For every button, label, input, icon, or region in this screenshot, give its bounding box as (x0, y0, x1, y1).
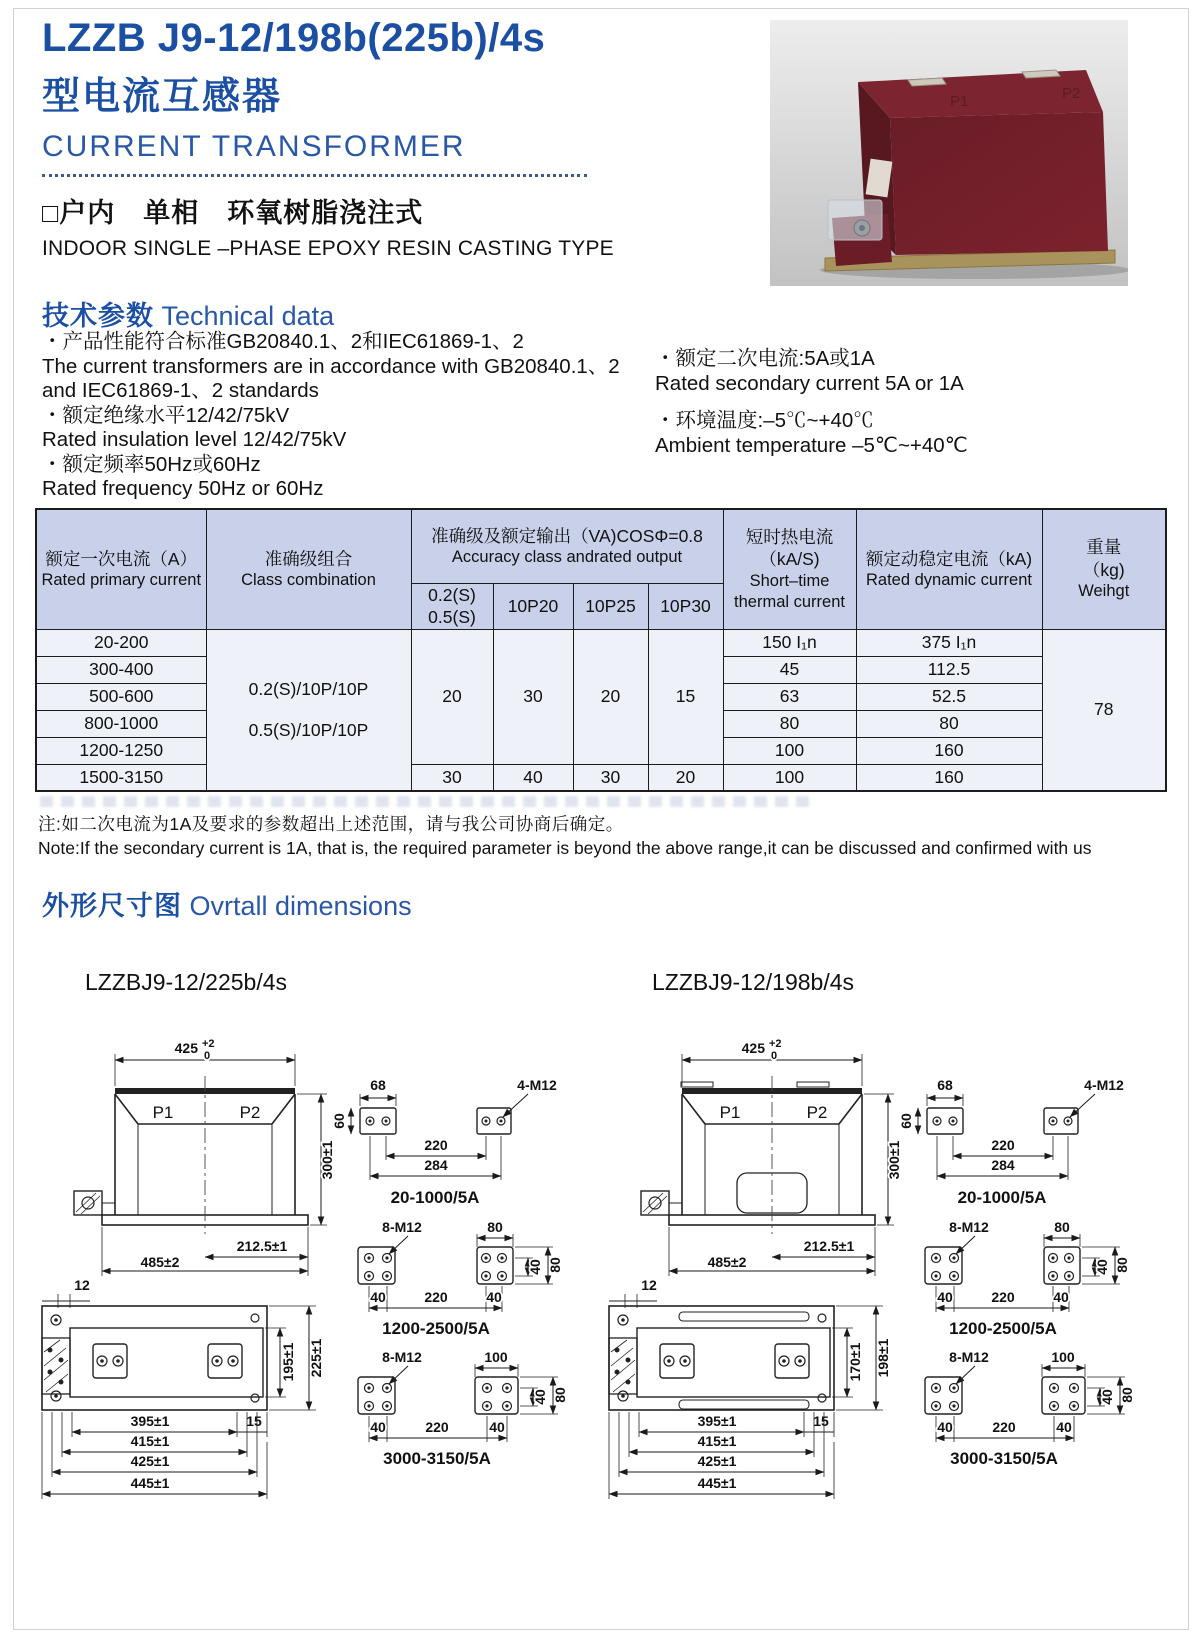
terminal-p2-label: P2 (239, 1103, 261, 1122)
header-text: 0.2(S) (428, 584, 476, 605)
dim-hole-outer-span: 284 (991, 1157, 1015, 1173)
dim-hole-inner-span: 220 (992, 1419, 1016, 1435)
table-row (36, 629, 1166, 656)
dim-top-tol-plus: +2 (202, 1038, 215, 1050)
header-text-en: thermal current (734, 592, 845, 611)
dim-hole-pitch-h: 40 (937, 1289, 953, 1305)
cell-thermal: 100 (723, 764, 856, 791)
col-header-accuracy (411, 509, 723, 583)
faint-watermark-strip (40, 796, 815, 807)
dim-hole-inner-span: 220 (425, 1419, 449, 1435)
sub-header-10p25: 10P25 (573, 583, 648, 629)
bolt-spec-label: 8-M12 (949, 1219, 989, 1235)
dim-bottom-1: 395±1 (697, 1413, 737, 1429)
product-title-en: CURRENT TRANSFORMER (42, 130, 466, 163)
header-text-cn: 短时热电流 (745, 526, 834, 547)
header-text-en: Weihgt (1078, 582, 1130, 601)
photo-terminal-p2-label: P2 (1062, 85, 1081, 102)
dim-pad-height: 80 (1114, 1257, 1130, 1273)
mount-pattern-20-1000 (898, 1077, 1124, 1207)
dim-pad-height: 80 (552, 1387, 568, 1403)
header-text-unit: （kA/S) (759, 549, 820, 570)
spec-item-en: The current transformers are in accordance with GB20840.1、2 and IEC61869-1、2 standards (42, 354, 620, 402)
dim-bottom-2: 415±1 (130, 1433, 170, 1449)
dim-pad-height: 80 (1119, 1387, 1135, 1403)
table-row (36, 764, 1166, 791)
dimensions-heading-cn: 外形尺寸图 (42, 891, 182, 921)
technical-list-right (655, 347, 1180, 471)
dim-top-tol-zero: 0 (771, 1050, 778, 1062)
col-header-weight (1042, 509, 1166, 629)
product-title-cn: 型电流互感器 (42, 76, 283, 118)
dim-hole-pitch-v: 40 (1094, 1259, 1110, 1275)
bolt-spec-label: 4-M12 (1084, 1077, 1124, 1093)
dimension-drawing-198b (597, 960, 1162, 1508)
bolt-spec-label: 8-M12 (382, 1219, 422, 1235)
note-en: Note:If the secondary current is 1A, that is, the required parameter is beyond the above range,it can be discussed and confirmed with us (38, 838, 1092, 858)
header-text-cn: 重量 (1086, 537, 1122, 558)
spec-item-en: Rated secondary current 5A or 1A (655, 371, 964, 395)
header-text-cn: 准确级及额定输出（VA)COSΦ=0.8 (431, 525, 703, 546)
cell-accuracy-output: 30 (573, 764, 648, 791)
bolt-spec-label: 4-M12 (517, 1077, 557, 1093)
cell-range: 500-600 (36, 683, 206, 710)
spec-item (42, 330, 654, 404)
dim-pad-width: 68 (370, 1077, 386, 1093)
dim-offset: 12 (74, 1277, 90, 1293)
photo-terminal-p1-label: P1 (950, 93, 969, 110)
cell-accuracy-output: 20 (411, 629, 493, 764)
cell-thermal: 100 (723, 737, 856, 764)
mount-caption: 20-1000/5A (957, 1188, 1047, 1207)
header-text-cn: 准确级组合 (264, 548, 353, 569)
front-view (74, 1038, 335, 1276)
mount-pattern-1200-2500 (925, 1219, 1130, 1338)
dim-plan-inner-height: 170±1 (847, 1342, 863, 1382)
header-text-en: Short–time (749, 571, 830, 590)
col-header-thermal-current (723, 509, 856, 629)
header-text-en: Accuracy class andrated output (451, 547, 683, 566)
spec-table (35, 508, 1167, 792)
drawing-title: LZZBJ9-12/225b/4s (85, 969, 288, 995)
table-note (38, 812, 1168, 860)
dimensions-heading (42, 884, 412, 923)
header-text-en: Class combination (241, 570, 376, 589)
sub-header-10p20: 10P20 (493, 583, 573, 629)
product-subtitle-en: INDOOR SINGLE –PHASE EPOXY RESIN CASTING TYPE (42, 237, 614, 260)
dim-pad-top-width: 100 (484, 1349, 508, 1365)
mount-caption: 20-1000/5A (390, 1188, 480, 1207)
spec-item-en: Rated insulation level 12/42/75kV (42, 428, 347, 451)
spec-item-cn: ・环境温度:–5℃~+40℃ (655, 409, 874, 432)
spec-item-en: Ambient temperature –5℃~+40℃ (655, 433, 968, 457)
cell-accuracy-output: 15 (648, 629, 723, 764)
spec-item-en: Rated frequency 50Hz or 60Hz (42, 477, 324, 500)
spec-item (42, 453, 654, 502)
dim-top-tol-plus: +2 (769, 1038, 782, 1050)
technical-list-left (42, 330, 654, 502)
header-text-en: Rated primary current (41, 570, 202, 589)
dim-hole-pitch-v: 40 (532, 1389, 548, 1405)
cell-thermal: 45 (723, 656, 856, 683)
cell-range: 1500-3150 (36, 764, 206, 791)
spec-item-cn: ・额定频率50Hz或60Hz (42, 452, 261, 476)
col-header-primary-current (36, 509, 206, 629)
class-combo-2: 0.5(S)/10P/10P (248, 719, 369, 740)
dim-bottom-3: 425±1 (130, 1453, 170, 1469)
dim-hole-pitch-h: 40 (1053, 1289, 1069, 1305)
cell-accuracy-output: 30 (493, 629, 573, 764)
plan-view (609, 1277, 891, 1499)
header-text-en: Rated dynamic current (866, 570, 1032, 589)
dim-hole-pitch-h: 40 (937, 1419, 953, 1435)
col-header-class-combination (206, 509, 411, 629)
dim-offset: 12 (641, 1277, 657, 1293)
mount-caption: 3000-3150/5A (383, 1449, 491, 1468)
dim-pad-top-width: 80 (487, 1219, 503, 1235)
dim-bottom-4: 445±1 (697, 1475, 737, 1491)
plan-view (42, 1277, 324, 1499)
terminal-p1-label: P1 (719, 1103, 741, 1122)
cell-accuracy-output: 20 (573, 629, 648, 764)
dim-pad-height: 80 (547, 1257, 563, 1273)
dim-pad-height: 60 (331, 1113, 347, 1129)
dim-hole-pitch-v: 40 (1099, 1389, 1115, 1405)
class-combo-1: 0.2(S)/10P/10P (248, 678, 369, 699)
bolt-spec-label: 8-M12 (382, 1349, 422, 1365)
header (42, 16, 752, 261)
dim-bottom-3: 425±1 (697, 1453, 737, 1469)
mount-pattern-20-1000 (331, 1077, 557, 1207)
cell-accuracy-output: 30 (411, 764, 493, 791)
product-photo-image (770, 20, 1128, 286)
dim-height: 300±1 (319, 1140, 335, 1180)
cell-thermal: 63 (723, 683, 856, 710)
mount-caption: 1200-2500/5A (949, 1319, 1057, 1338)
cell-accuracy-output: 20 (648, 764, 723, 791)
cell-dynamic: 160 (856, 764, 1042, 791)
dim-hole-inner-span: 220 (424, 1289, 448, 1305)
cell-range: 1200-1250 (36, 737, 206, 764)
mount-pattern-3000-3150 (358, 1349, 568, 1468)
cell-accuracy-output: 40 (493, 764, 573, 791)
dim-hole-pitch-v: 40 (527, 1259, 543, 1275)
cell-range: 300-400 (36, 656, 206, 683)
sub-header-10p30: 10P30 (648, 583, 723, 629)
dimensions-heading-en: Ovrtall dimensions (189, 891, 412, 921)
terminal-p1-label: P1 (152, 1103, 174, 1122)
cell-range: 800-1000 (36, 710, 206, 737)
dim-hole-pitch-h: 40 (370, 1419, 386, 1435)
cell-dynamic: 52.5 (856, 683, 1042, 710)
spec-item (655, 347, 1180, 396)
dim-base-width: 485±2 (707, 1254, 747, 1270)
spec-item (42, 404, 654, 453)
dim-top-width: 425 (741, 1040, 765, 1056)
sub-header-accuracy-class (411, 583, 493, 629)
dim-pad-width: 68 (937, 1077, 953, 1093)
dimension-drawing-225b (30, 960, 595, 1508)
dim-hole-pitch-h: 40 (489, 1419, 505, 1435)
cell-thermal: 80 (723, 710, 856, 737)
cell-range: 20-200 (36, 629, 206, 656)
terminal-p2-label: P2 (806, 1103, 828, 1122)
dim-hole-outer-span: 284 (424, 1157, 448, 1173)
dim-hole-inner-span: 220 (991, 1137, 1015, 1153)
technical-heading-en: Technical data (161, 301, 335, 331)
cell-dynamic: 112.5 (856, 656, 1042, 683)
product-subtitle-cn: □户内 单相 环氧树脂浇注式 (42, 198, 424, 228)
bolt-spec-label: 8-M12 (949, 1349, 989, 1365)
cell-dynamic: 80 (856, 710, 1042, 737)
dim-top-width: 425 (174, 1040, 198, 1056)
cell-weight: 78 (1042, 629, 1166, 791)
cell-dynamic: 375 I₁n (856, 629, 1042, 656)
spec-item-cn: ・产品性能符合标准GB20840.1、2和IEC61869-1、2 (42, 330, 524, 353)
dim-bottom-2: 415±1 (697, 1433, 737, 1449)
dim-plan-outer-height: 225±1 (308, 1338, 324, 1378)
product-photo (770, 20, 1128, 286)
header-text-cn: 额定动稳定电流（kA) (865, 548, 1033, 569)
spacer (209, 700, 409, 720)
dim-half-width: 212.5±1 (236, 1238, 288, 1254)
dim-bottom-1: 395±1 (130, 1413, 170, 1429)
col-header-dynamic-current (856, 509, 1042, 629)
header-text-unit: （kg) (1082, 559, 1125, 580)
drawing-title: LZZBJ9-12/198b/4s (652, 969, 855, 995)
spec-item-cn: ・额定绝缘水平12/42/75kV (42, 403, 290, 427)
dim-top-tol-zero: 0 (204, 1050, 211, 1062)
header-text-cn: 额定一次电流（A） (45, 548, 198, 569)
dim-hole-pitch-h: 40 (1056, 1419, 1072, 1435)
technical-heading-cn: 技术参数 (42, 301, 154, 331)
dim-hole-pitch-h: 40 (486, 1289, 502, 1305)
dim-plan-outer-height: 198±1 (875, 1338, 891, 1378)
dim-plan-inner-height: 195±1 (280, 1342, 296, 1382)
product-model-title: LZZB J9-12/198b(225b)/4s (42, 16, 546, 60)
mount-pattern-3000-3150 (925, 1349, 1135, 1468)
technical-data-heading (42, 294, 334, 333)
dim-height: 300±1 (886, 1140, 902, 1180)
dim-pad-top-width: 100 (1051, 1349, 1075, 1365)
dim-half-width: 212.5±1 (803, 1238, 855, 1254)
dim-pad-top-width: 80 (1054, 1219, 1070, 1235)
dim-side-offset: 15 (813, 1413, 829, 1429)
dim-side-offset: 15 (246, 1413, 262, 1429)
dim-hole-inner-span: 220 (991, 1289, 1015, 1305)
mount-caption: 1200-2500/5A (382, 1319, 490, 1338)
front-view (641, 1038, 902, 1276)
dim-hole-pitch-h: 40 (370, 1289, 386, 1305)
mount-caption: 3000-3150/5A (950, 1449, 1058, 1468)
header-text: 0.5(S) (428, 607, 476, 627)
dotted-divider (42, 174, 587, 177)
mount-pattern-1200-2500 (358, 1219, 563, 1338)
spec-item (655, 409, 1180, 458)
dim-bottom-4: 445±1 (130, 1475, 170, 1491)
dim-base-width: 485±2 (140, 1254, 180, 1270)
dim-pad-height: 60 (898, 1113, 914, 1129)
dim-hole-inner-span: 220 (424, 1137, 448, 1153)
cell-thermal: 150 I₁n (723, 629, 856, 656)
cell-dynamic: 160 (856, 737, 1042, 764)
note-cn: 注:如二次电流为1A及要求的参数超出上述范围，请与我公司协商后确定。 (38, 814, 624, 834)
cell-class-combination (206, 629, 411, 791)
spec-item-cn: ・额定二次电流:5A或1A (655, 347, 875, 370)
